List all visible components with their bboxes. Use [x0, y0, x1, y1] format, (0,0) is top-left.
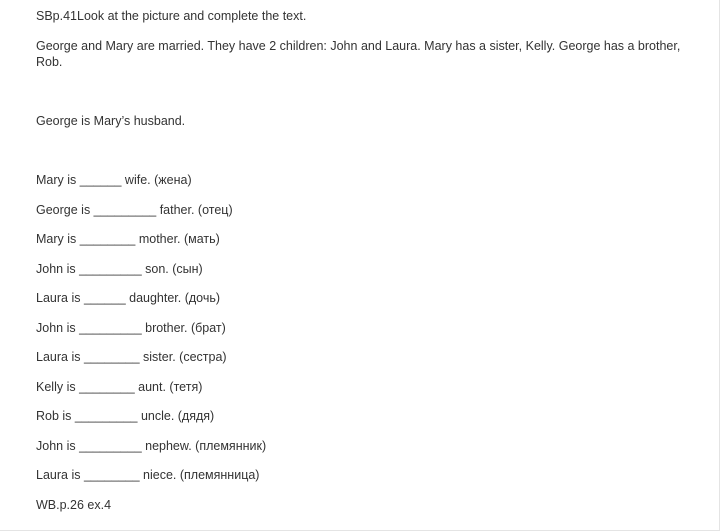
exercise-line-son: John is _________ son. (сын) — [36, 262, 203, 276]
exercise-line-nephew: John is _________ nephew. (племянник) — [36, 439, 267, 453]
workbook-reference: WB.p.26 ex.4 — [36, 498, 112, 512]
exercise-line-aunt: Kelly is ________ aunt. (тетя) — [36, 380, 203, 394]
exercise-line-mother: Mary is ________ mother. (мать) — [36, 232, 220, 246]
exercise-line-niece: Laura is ________ niece. (племянница) — [36, 468, 260, 482]
task-title: SBp.41Look at the picture and complete the text. — [36, 9, 307, 23]
exercise-line-brother: John is _________ brother. (брат) — [36, 321, 226, 335]
worksheet — [36, 0, 706, 531]
exercise-line-uncle: Rob is _________ uncle. (дядя) — [36, 409, 215, 423]
exercise-line-wife: Mary is ______ wife. (жена) — [36, 173, 192, 187]
example-sentence: George is Mary’s husband. — [36, 114, 186, 128]
exercise-line-sister: Laura is ________ sister. (сестра) — [36, 350, 227, 364]
exercise-line-father: George is _________ father. (отец) — [36, 203, 233, 217]
exercise-line-daughter: Laura is ______ daughter. (дочь) — [36, 291, 221, 305]
intro-paragraph: George and Mary are married. They have 2 children: John and Laura. Mary has a sister, Kelly. George has a brother, Rob. — [36, 39, 681, 69]
